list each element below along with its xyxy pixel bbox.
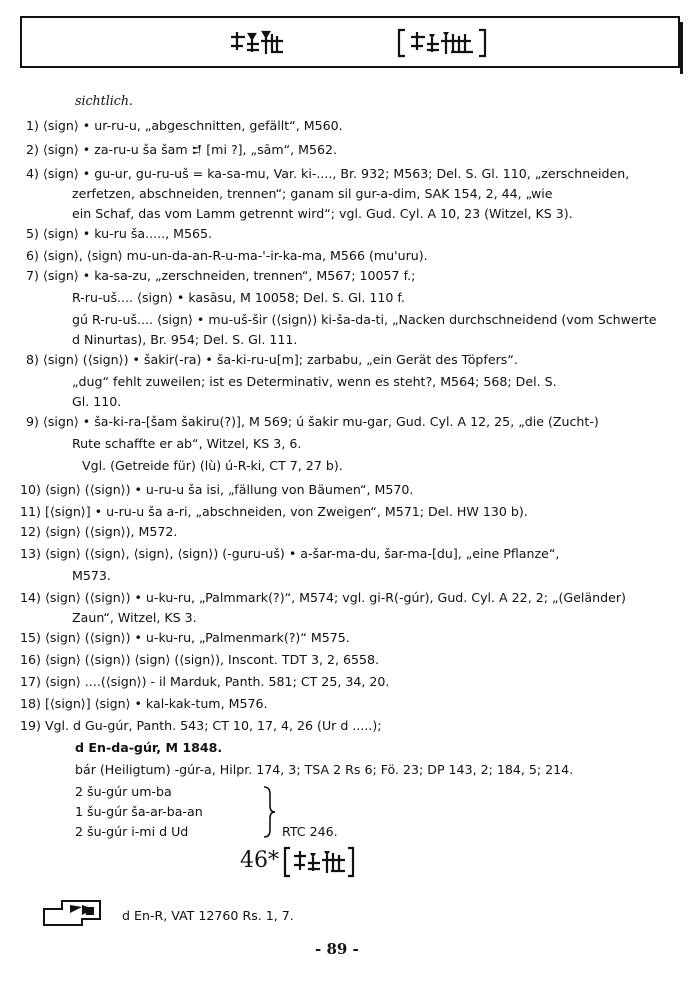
entry-line: Gl. 110. [72, 394, 122, 409]
entry-line: 6) ⟨sign⟩, ⟨sign⟩ mu-un-da-an-R-u-ma-'-ir-ka-ma, M566 (mu'uru). [26, 248, 428, 263]
entry-line: M573. [72, 568, 111, 583]
entry-line: RTC 246. [282, 824, 338, 839]
tablet-reference: d En-R, VAT 12760 Rs. 1, 7. [122, 908, 294, 923]
entry-line: sichtlich. [75, 93, 133, 108]
entry-line: 8) ⟨sign⟩ (⟨sign⟩) • šakir(-ra) • ša-ki-ru-u[m]; zarbabu, „ein Gerät des Töpfers“. [26, 352, 518, 367]
entry-line: 10) ⟨sign⟩ (⟨sign⟩) • u-ru-u ša isi, „fällung von Bäumen“, M570. [20, 482, 414, 497]
entry-line: 17) ⟨sign⟩ ....(⟨sign⟩) - il Marduk, Panth. 581; CT 25, 34, 20. [20, 674, 390, 689]
entry-line: d Ninurtas), Br. 954; Del. S. Gl. 111. [72, 332, 298, 347]
header-box [20, 16, 680, 68]
entry-line: zerfetzen, abschneiden, trennen“; ganam sil gur-a-dim, SAK 154, 2, 44, „wie [72, 186, 553, 201]
entry-number: 46* [240, 848, 279, 873]
entry-line: R-ru-uš.... ⟨sign⟩ • kasāsu, M 10058; Del. S. Gl. 110 f. [72, 290, 405, 305]
entry-line: ein Schaf, das vom Lamm getrennt wird“; vgl. Gud. Cyl. A 10, 23 (Witzel, KS 3). [72, 206, 573, 221]
entry-line: 1 šu-gúr ša-ar-ba-an [75, 804, 203, 819]
entry-line: 19) Vgl. d Gu-gúr, Panth. 543; CT 10, 17, 4, 26 (Ur d .....); [20, 718, 382, 733]
cuneiform-sign-bracketed-icon [283, 846, 355, 878]
entry-line: 15) ⟨sign⟩ (⟨sign⟩) • u-ku-ru, „Palmenmark(?)“ M575. [20, 630, 350, 645]
cuneiform-sign-bracketed-icon [397, 28, 487, 58]
entry-line: Vgl. (Getreide für) (lù) ú-R-ki, CT 7, 27 b). [82, 458, 343, 473]
entry-line: d En-da-gúr, M 1848. [75, 740, 223, 755]
entry-line: 18) [⟨sign⟩] ⟨sign⟩ • kal-kak-tum, M576. [20, 696, 268, 711]
entry-line: 9) ⟨sign⟩ • ša-ki-ra-[šam šakiru(?)], M 569; ú šakir mu-gar, Gud. Cyl. A 12, 25, „die (Zucht-) [26, 414, 599, 429]
header-box-shadow [680, 22, 683, 74]
entry-line: 2) ⟨sign⟩ • za-ru-u ša šam 𒄑 [mi ?], „sām“, M562. [26, 142, 338, 157]
entry-line: 5) ⟨sign⟩ • ku-ru ša....., M565. [26, 226, 213, 241]
entry-line: bár (Heiligtum) -gúr-a, Hilpr. 174, 3; TSA 2 Rs 6; Fö. 23; DP 143, 2; 184, 5; 214. [75, 762, 574, 777]
entry-line: 2 šu-gúr i-mi d Ud [75, 824, 189, 839]
cuneiform-sign-icon [227, 28, 287, 58]
entry-line: 7) ⟨sign⟩ • ka-sa-zu, „zerschneiden, trennen“, M567; 10057 f.; [26, 268, 416, 283]
entry-line: „dug“ fehlt zuweilen; ist es Determinativ, wenn es steht?, M564; 568; Del. S. [72, 374, 557, 389]
entry-line: gú R-ru-uš.... ⟨sign⟩ • mu-uš-šir (⟨sign⟩) ki-ša-da-ti, „Nacken durchschneidend (vom Schwerte [72, 312, 657, 327]
right-brace-icon [262, 786, 276, 838]
entry-line: Rute schaffte er ab“, Witzel, KS 3, 6. [72, 436, 302, 451]
entry-line: 4) ⟨sign⟩ • gu-ur, gu-ru-uš = ka-sa-mu, Var. ki-...., Br. 932; M563; Del. S. Gl. 110, „zerschneiden, [26, 166, 630, 181]
page-number: - 89 - [315, 940, 359, 958]
entry-line: 14) ⟨sign⟩ (⟨sign⟩) • u-ku-ru, „Palmmark(?)“, M574; vgl. gi-R(-gúr), Gud. Cyl. A 22, 2; „(Geländer) [20, 590, 626, 605]
entry-line: 1) ⟨sign⟩ • ur-ru-u, „abgeschnitten, gefällt“, M560. [26, 118, 343, 133]
tablet-drawing-icon [42, 895, 116, 929]
entry-line: 12) ⟨sign⟩ (⟨sign⟩), M572. [20, 524, 178, 539]
entry-line: 11) [⟨sign⟩] • u-ru-u ša a-ri, „abschneiden, von Zweigen“, M571; Del. HW 130 b). [20, 504, 528, 519]
entry-line: 2 šu-gúr um-ba [75, 784, 172, 799]
entry-line: 16) ⟨sign⟩ (⟨sign⟩) ⟨sign⟩ (⟨sign⟩), Inscont. TDT 3, 2, 6558. [20, 652, 380, 667]
entry-line: Zaun“, Witzel, KS 3. [72, 610, 197, 625]
entry-line: 13) ⟨sign⟩ (⟨sign⟩, ⟨sign⟩, ⟨sign⟩) (-guru-uš) • a-šar-ma-du, šar-ma-[du], „eine Pflanze“, [20, 546, 560, 561]
